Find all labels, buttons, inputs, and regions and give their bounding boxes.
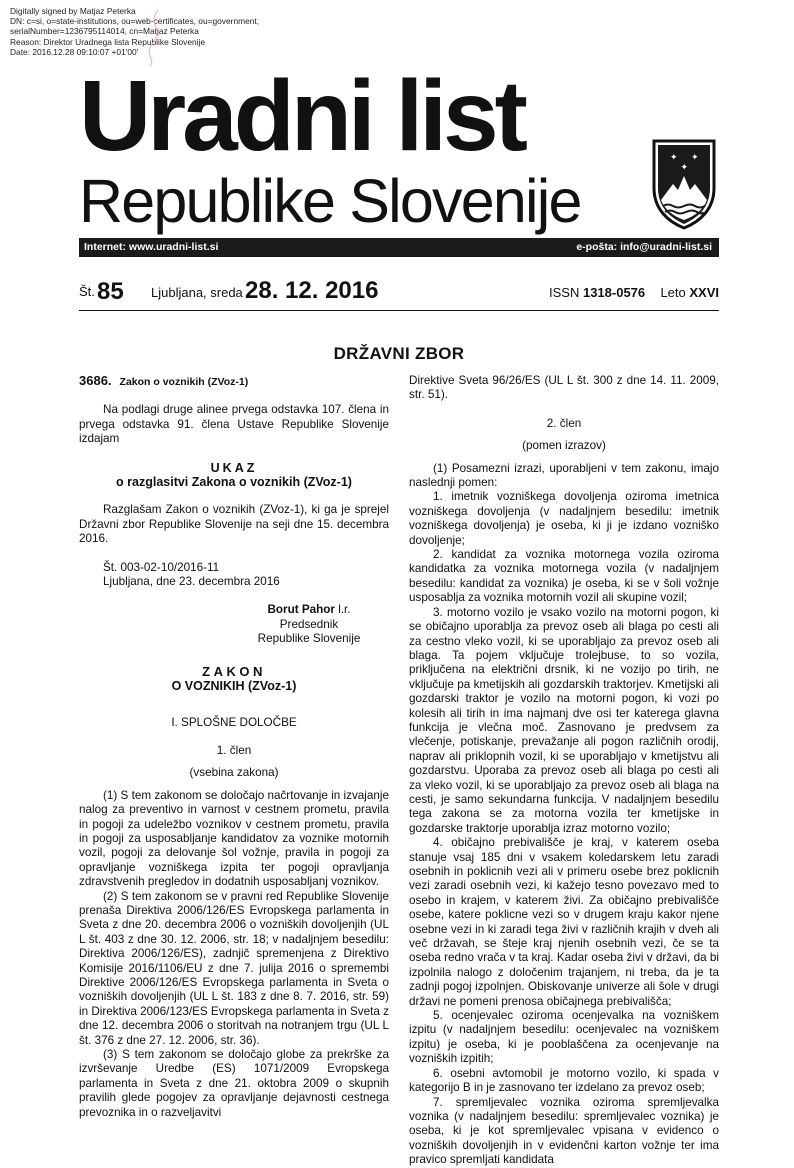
ukaz-subheading: o razglasitvi Zakona o voznikih (ZVoz-1)	[116, 475, 352, 490]
paragraph: 2. kandidat za voznika motornega vozila oziroma kandidatka za voznika motornega vozila (v nadaljnjem besedilu: kandidat za voznika) je oseba, ki se v šoli vožnje usposablja za voznika motornih vozil ali skupine vozil;	[409, 548, 719, 605]
signature-line: serialNumber=1236795114014, cn=Matjaz Peterka	[10, 26, 199, 37]
act-number: 3686.	[79, 373, 112, 388]
issn-label: ISSN	[549, 285, 580, 300]
section-title: DRŽAVNI ZBOR	[333, 344, 465, 363]
issue-number-label: Št.	[79, 284, 95, 299]
paragraph: 1. imetnik vozniškega dovoljenja oziroma imetnica vozniškega dovoljenja (v nadaljnjem besedilu: imetnik vozniškega dovoljenja) je oseba, ki ji je izdano vozniško dovoljenje;	[409, 490, 719, 547]
ukaz-heading: UKAZ	[210, 460, 258, 475]
article-heading: 1. člen	[216, 743, 252, 757]
paragraph: (1) S tem zakonom se določajo načrtovanje in izvajanje nalog za preventivo in varnost v cestnem prometu, pravila in pogoji za udeležbo voznikov v cestnem prometu, pravila in pogoji za usposabljanje kandidatov za voznike motornih vozil, pogoji za delovanje šol vožnje, pravila in pogoji za opravljanje vozniškega izpita ter pogoji opravljanja zdravstvenih pregledov in dodatnih usposabljanj voznikov.	[79, 788, 389, 889]
issue-info	[79, 277, 719, 310]
left-column	[79, 374, 389, 1120]
reference-date: Ljubljana, dne 23. decembra 2016	[103, 575, 280, 589]
signature-line: Date: 2016.12.28 09:10:07 +01'00'	[10, 46, 139, 57]
paragraph: 5. ocenjevalec oziroma ocenjevalka na vozniškem izpitu (v nadaljnjem besedilu: ocenjevalec na vozniškem izpitu) je oseba, ki je pooblaščena za ocenjevanje na vozniških izpitih;	[409, 1009, 719, 1066]
digital-signature	[10, 6, 259, 57]
chapter-heading: I. SPLOŠNE DOLOČBE	[171, 715, 297, 729]
slovenia-coat-of-arms-icon	[651, 138, 717, 230]
volume-label: Leto	[660, 285, 686, 300]
paragraph: 7. spremljevalec voznika oziroma spremljevalka voznika (v nadaljnjem besedilu: spremljevalec voznika) je oseba, ki je kot spremljevalec vpisana v evidenco o vozniških dovoljenjih in v evidenčni karton vožnje ter ima pravico spremljati kandidata	[409, 1095, 719, 1167]
masthead-contact-bar	[79, 238, 719, 257]
signature-line: Digitally signed by Matjaz Peterka	[10, 6, 136, 16]
paragraph: (1) Posamezni izrazi, uporabljeni v tem zakonu, imajo naslednji pomen:	[409, 461, 719, 490]
signature-block	[229, 603, 389, 646]
email-link[interactable]: e-pošta: info@uradni-list.si	[576, 241, 712, 253]
paragraph: 3. motorno vozilo je vsako vozilo na motorni pogon, ki se običajno uporablja za prevoz oseb ali blaga po cesti ali za cestno vleko vozil, ki se uporabljajo za prevoz oseb ali blaga. Ta pojem vključuje trolejbuse, to so vozila, priključena na električni drsnik, ki ne vozijo po tirih, ne vključuje pa kmetijskih ali gozdarskih traktorjev. Kmetijski ali gozdarski traktor je vozilo na motorni pogon, ki vozi po kolesih ali tirih in ima najmanj dve osi ter katerega glavna funkcija je vlečna moč. Zasnovano je predvsem za vlečenje, potiskanje, prevažanje ali pogon različnih orodij, naprav ali priklopnih vozil, ki se uporabljajo v kmetijstvu ali gozdarstvu. Uporaba za prevoz oseb ali blaga po cesti ali za vleko vozil, ki se uporabljajo za prevoz oseb ali blaga na cesti, je samo sekundarna funkcija. V nadaljnjem besedilu tega zakona se za motorna vozila ter kmetijske in gozdarske traktorje uporablja izraz motorno vozilo;	[409, 605, 719, 835]
act-title: Zakon o voznikih (ZVoz-1)	[119, 376, 249, 388]
article-subheading: (pomen izrazov)	[522, 439, 606, 453]
website-link[interactable]: Internet: www.uradni-list.si	[84, 241, 219, 253]
svg-text:✦: ✦	[680, 163, 689, 173]
masthead-subtitle: Republike Slovenije	[79, 167, 581, 235]
issue-date: 28. 12. 2016	[245, 277, 379, 304]
svg-text:✦: ✦	[691, 153, 699, 163]
right-column	[409, 374, 719, 1168]
svg-text:✦: ✦	[670, 153, 678, 163]
signature-line: DN: c=si, o=state-institutions, ou=web-certificates, ou=government,	[10, 16, 260, 27]
volume-value: XXVI	[689, 285, 719, 300]
zakon-subheading: O VOZNIKIH (ZVoz-1)	[171, 679, 297, 694]
signer-role: Predsednik	[279, 617, 339, 631]
paragraph: 6. osebni avtomobil je motorno vozilo, ki spada v kategorijo B in je zasnovano ter izdelano za prevoz oseb;	[409, 1066, 719, 1095]
volume	[660, 285, 719, 300]
masthead-title: Uradni list	[79, 60, 524, 172]
paragraph: Direktive Sveta 96/26/ES (UL L št. 300 z dne 14. 11. 2009, str. 51).	[409, 374, 719, 402]
article-subheading: (vsebina zakona)	[189, 766, 279, 780]
issn-value: 1318-0576	[582, 285, 646, 300]
zakon-heading: ZAKON	[202, 663, 266, 679]
paragraph: (2) S tem zakonom se v pravni red Republike Slovenije prenaša Direktiva 2006/126/ES Evropskega parlamenta in Sveta z dne 20. decembra 2006 o vozniških dovoljenjih (UL L št. 403 z dne 30. 12. 2006, str. 18; v nadaljnjem besedilu: Direktiva 2006/126/ES), zadnjič spremenjena z Direktivo Komisije 2016/1106/EU z dne 7. julija 2016 o spremembi Direktive 2006/126/ES Evropskega parlamenta in Sveta o vozniških dovoljenjih (UL L št. 183 z dne 8. 7. 2016, str. 59) in Direktiva 2006/123/ES Evropskega parlamenta in Sveta z dne 12. decembra 2006 o storitvah na notranjem trgu (UL L št. 376 z dne 27. 12. 2006, str. 36).	[79, 889, 389, 1047]
signer-name: Borut Pahor	[267, 603, 335, 617]
paragraph: 4. običajno prebivališče je kraj, v katerem oseba stanuje vsaj 185 dni v vsakem koledarskem letu zaradi osebnih in poklicnih vezi ali v primeru osebe brez poklicnih vezi zaradi osebnih vezi, ki kažejo tesno povezavo med to osebo in krajem, v katerem živi. Za običajno prebivališče osebe, katere poklicne vezi so v drugem kraju kakor njene osebne vezi in ki zaradi tega živi v različnih krajih v dveh ali več državah, se šteje kraj njenih osebnih vezi, če se ta oseba redno vrača v ta kraj. Kadar oseba živi v državi, da bi izpolnila nalogo z določenim trajanjem, ni treba, da je ta zadnji pogoj izpolnjen. Obiskovanje univerze ali šole v drugi državi ne pomeni prenosa običajnega prebivališča;	[409, 836, 719, 1008]
article-heading: 2. člen	[546, 416, 582, 430]
paragraph: Razglašam Zakon o voznikih (ZVoz-1), ki ga je sprejel Državni zbor Republike Slovenije na seji dne 15. decembra 2016.	[79, 503, 389, 546]
issue-number: 85	[97, 278, 124, 305]
signature-line: Reason: Direktor Uradnega lista Republike Slovenije	[10, 36, 206, 47]
divider	[79, 310, 719, 311]
signer-role: Republike Slovenije	[257, 632, 361, 646]
paragraph: (3) S tem zakonom se določajo globe za prekrške za izvrševanje Uredbe (ES) 1071/2009 Evropskega parlamenta in Sveta z dne 21. oktobra 2009 o skupnih pravilih glede pogojev za opravljanje dejavnosti cestnega prevoznika in o razveljavitvi	[79, 1048, 389, 1119]
act-heading	[79, 374, 389, 389]
signature-scribble-icon	[136, 8, 176, 68]
signer-suffix: l.r.	[334, 603, 351, 617]
reference-number: Št. 003-02-10/2016-11	[103, 560, 220, 574]
issn	[549, 285, 645, 300]
paragraph: Na podlagi druge alinee prvega odstavka 107. člena in prvega odstavka 91. člena Ustave Republike Slovenije izdajam	[79, 403, 389, 446]
issue-place: Ljubljana, sreda	[151, 285, 243, 300]
